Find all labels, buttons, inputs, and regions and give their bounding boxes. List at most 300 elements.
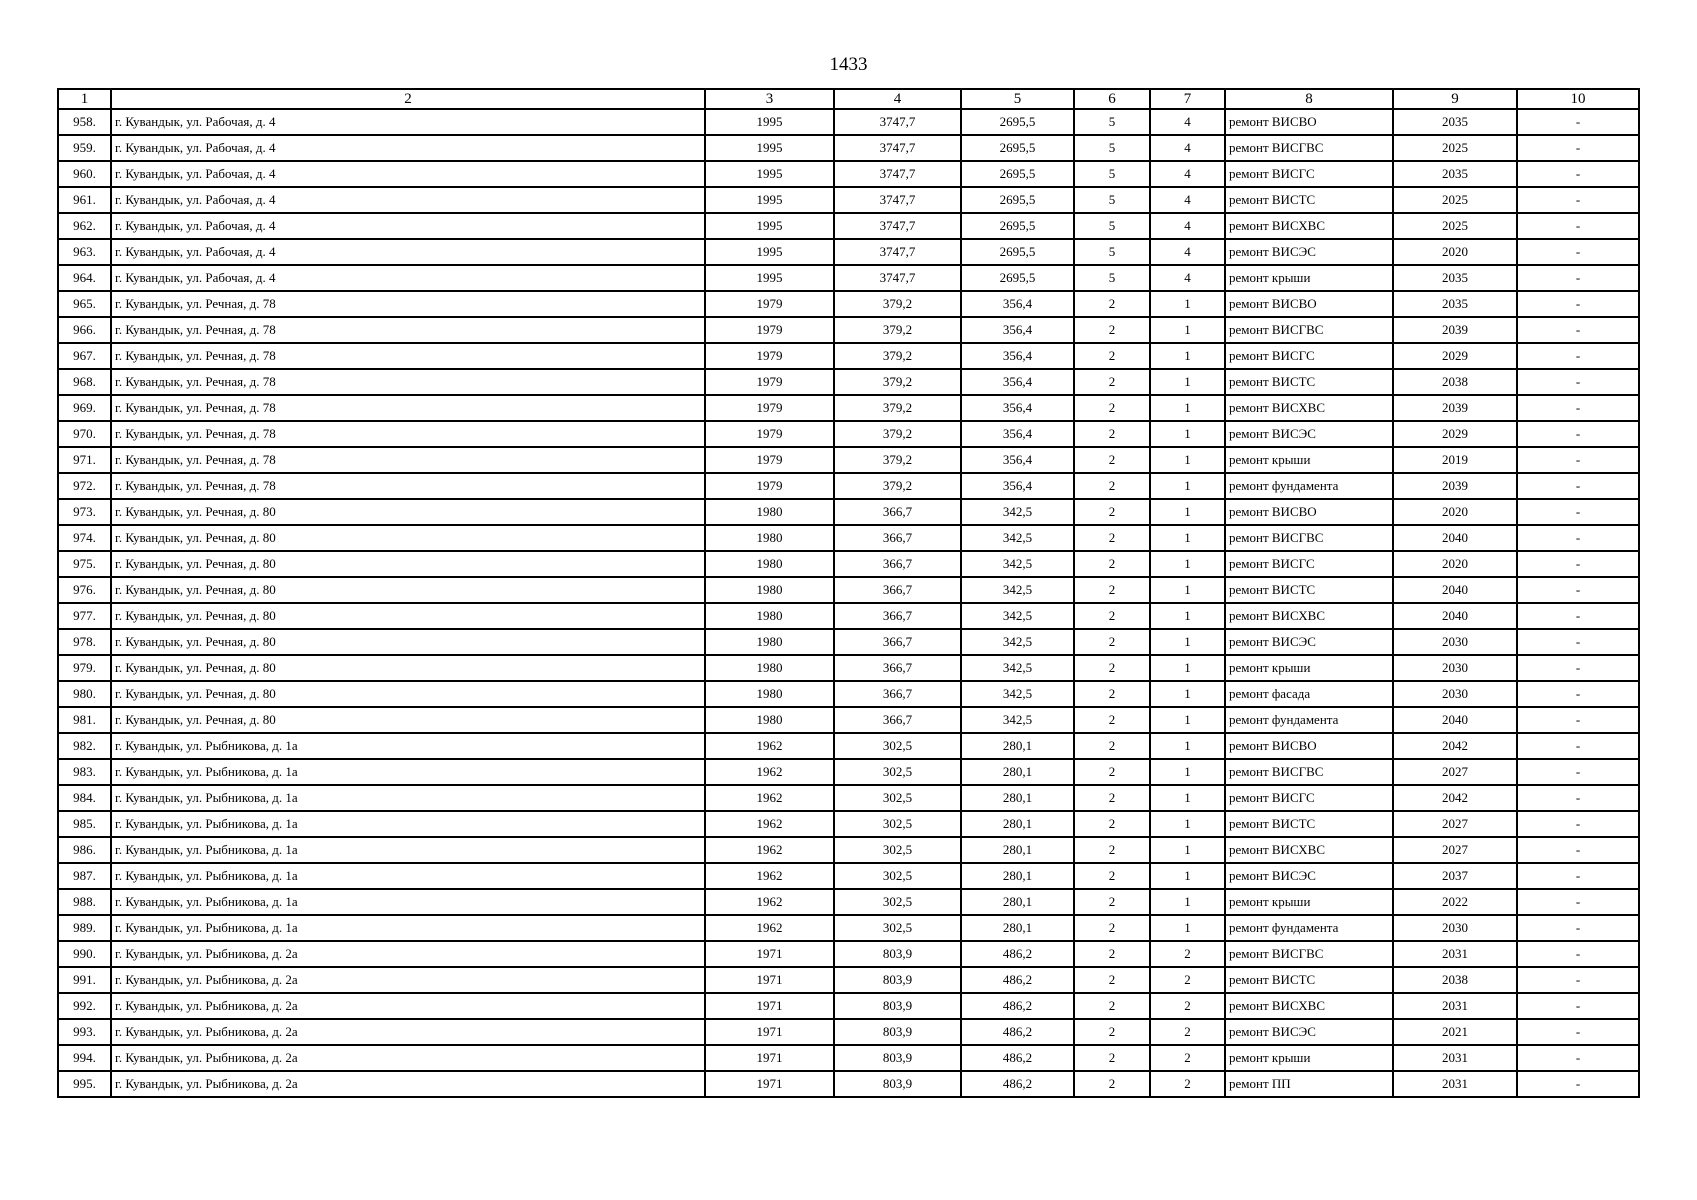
living-area-cell: 342,5 — [961, 577, 1074, 603]
work-type-cell: ремонт ВИСХВС — [1225, 395, 1393, 421]
row-number-cell: 963. — [58, 239, 111, 265]
floors-cell: 2 — [1074, 603, 1150, 629]
year-built-cell: 1979 — [705, 473, 834, 499]
note-cell: - — [1517, 525, 1639, 551]
floors-cell: 2 — [1074, 863, 1150, 889]
year-built-cell: 1980 — [705, 655, 834, 681]
table-row — [58, 161, 1639, 187]
planned-year-cell: 2039 — [1393, 317, 1517, 343]
floors-cell: 5 — [1074, 161, 1150, 187]
note-cell: - — [1517, 577, 1639, 603]
planned-year-cell: 2020 — [1393, 239, 1517, 265]
address-cell: г. Кувандык, ул. Рабочая, д. 4 — [111, 109, 705, 135]
table-row — [58, 369, 1639, 395]
year-built-cell: 1962 — [705, 759, 834, 785]
year-built-cell: 1971 — [705, 993, 834, 1019]
entrances-cell: 4 — [1150, 109, 1225, 135]
address-cell: г. Кувандык, ул. Рыбникова, д. 1а — [111, 759, 705, 785]
planned-year-cell: 2031 — [1393, 1045, 1517, 1071]
row-number-cell: 989. — [58, 915, 111, 941]
total-area-cell: 379,2 — [834, 447, 961, 473]
floors-cell: 2 — [1074, 759, 1150, 785]
entrances-cell: 1 — [1150, 603, 1225, 629]
floors-cell: 2 — [1074, 421, 1150, 447]
living-area-cell: 486,2 — [961, 941, 1074, 967]
address-cell: г. Кувандык, ул. Рыбникова, д. 1а — [111, 811, 705, 837]
planned-year-cell: 2019 — [1393, 447, 1517, 473]
planned-year-cell: 2042 — [1393, 785, 1517, 811]
table-row — [58, 889, 1639, 915]
table-row — [58, 837, 1639, 863]
work-type-cell: ремонт ВИСГС — [1225, 161, 1393, 187]
address-cell: г. Кувандык, ул. Рыбникова, д. 1а — [111, 733, 705, 759]
row-number-cell: 979. — [58, 655, 111, 681]
entrances-cell: 1 — [1150, 785, 1225, 811]
total-area-cell: 379,2 — [834, 291, 961, 317]
note-cell: - — [1517, 317, 1639, 343]
living-area-cell: 280,1 — [961, 811, 1074, 837]
note-cell: - — [1517, 213, 1639, 239]
entrances-cell: 1 — [1150, 369, 1225, 395]
address-cell: г. Кувандык, ул. Речная, д. 78 — [111, 369, 705, 395]
entrances-cell: 1 — [1150, 863, 1225, 889]
entrances-cell: 1 — [1150, 889, 1225, 915]
row-number-cell: 988. — [58, 889, 111, 915]
floors-cell: 2 — [1074, 837, 1150, 863]
planned-year-cell: 2020 — [1393, 551, 1517, 577]
note-cell: - — [1517, 915, 1639, 941]
work-type-cell: ремонт крыши — [1225, 1045, 1393, 1071]
year-built-cell: 1971 — [705, 941, 834, 967]
floors-cell: 2 — [1074, 993, 1150, 1019]
address-cell: г. Кувандык, ул. Речная, д. 80 — [111, 525, 705, 551]
living-area-cell: 280,1 — [961, 889, 1074, 915]
year-built-cell: 1980 — [705, 707, 834, 733]
row-number-cell: 971. — [58, 447, 111, 473]
table-row — [58, 1071, 1639, 1097]
address-cell: г. Кувандык, ул. Речная, д. 78 — [111, 291, 705, 317]
table-row — [58, 135, 1639, 161]
total-area-cell: 803,9 — [834, 941, 961, 967]
table-row — [58, 551, 1639, 577]
row-number-cell: 992. — [58, 993, 111, 1019]
planned-year-cell: 2029 — [1393, 421, 1517, 447]
planned-year-cell: 2027 — [1393, 811, 1517, 837]
note-cell: - — [1517, 655, 1639, 681]
floors-cell: 2 — [1074, 733, 1150, 759]
address-cell: г. Кувандык, ул. Речная, д. 80 — [111, 603, 705, 629]
floors-cell: 2 — [1074, 681, 1150, 707]
entrances-cell: 4 — [1150, 239, 1225, 265]
total-area-cell: 302,5 — [834, 759, 961, 785]
total-area-cell: 3747,7 — [834, 213, 961, 239]
total-area-cell: 302,5 — [834, 733, 961, 759]
row-number-cell: 981. — [58, 707, 111, 733]
row-number-cell: 967. — [58, 343, 111, 369]
note-cell: - — [1517, 369, 1639, 395]
work-type-cell: ремонт ВИСГВС — [1225, 759, 1393, 785]
address-cell: г. Кувандык, ул. Рабочая, д. 4 — [111, 187, 705, 213]
total-area-cell: 366,7 — [834, 577, 961, 603]
row-number-cell: 966. — [58, 317, 111, 343]
note-cell: - — [1517, 473, 1639, 499]
planned-year-cell: 2027 — [1393, 759, 1517, 785]
total-area-cell: 302,5 — [834, 811, 961, 837]
note-cell: - — [1517, 603, 1639, 629]
planned-year-cell: 2040 — [1393, 707, 1517, 733]
total-area-cell: 366,7 — [834, 525, 961, 551]
entrances-cell: 1 — [1150, 447, 1225, 473]
planned-year-cell: 2040 — [1393, 603, 1517, 629]
living-area-cell: 2695,5 — [961, 213, 1074, 239]
address-cell: г. Кувандык, ул. Речная, д. 80 — [111, 707, 705, 733]
table-row — [58, 655, 1639, 681]
address-cell: г. Кувандык, ул. Рыбникова, д. 2а — [111, 967, 705, 993]
table-row — [58, 213, 1639, 239]
address-cell: г. Кувандык, ул. Рабочая, д. 4 — [111, 239, 705, 265]
total-area-cell: 3747,7 — [834, 265, 961, 291]
entrances-cell: 4 — [1150, 265, 1225, 291]
table-row — [58, 603, 1639, 629]
address-cell: г. Кувандык, ул. Рыбникова, д. 2а — [111, 941, 705, 967]
total-area-cell: 803,9 — [834, 993, 961, 1019]
note-cell: - — [1517, 759, 1639, 785]
work-type-cell: ремонт ВИСВО — [1225, 109, 1393, 135]
living-area-cell: 486,2 — [961, 1071, 1074, 1097]
work-type-cell: ремонт ВИСЭС — [1225, 1019, 1393, 1045]
column-header: 2 — [111, 89, 705, 109]
row-number-cell: 970. — [58, 421, 111, 447]
total-area-cell: 379,2 — [834, 421, 961, 447]
floors-cell: 2 — [1074, 707, 1150, 733]
entrances-cell: 1 — [1150, 499, 1225, 525]
entrances-cell: 2 — [1150, 1019, 1225, 1045]
total-area-cell: 366,7 — [834, 655, 961, 681]
work-type-cell: ремонт ВИСГС — [1225, 551, 1393, 577]
planned-year-cell: 2038 — [1393, 369, 1517, 395]
year-built-cell: 1962 — [705, 837, 834, 863]
address-cell: г. Кувандык, ул. Рыбникова, д. 2а — [111, 1019, 705, 1045]
column-header: 4 — [834, 89, 961, 109]
total-area-cell: 366,7 — [834, 681, 961, 707]
row-number-cell: 993. — [58, 1019, 111, 1045]
entrances-cell: 1 — [1150, 629, 1225, 655]
row-number-cell: 960. — [58, 161, 111, 187]
column-header: 10 — [1517, 89, 1639, 109]
column-header: 5 — [961, 89, 1074, 109]
work-type-cell: ремонт ВИСГВС — [1225, 525, 1393, 551]
table-row — [58, 525, 1639, 551]
year-built-cell: 1962 — [705, 889, 834, 915]
work-type-cell: ремонт ВИСХВС — [1225, 837, 1393, 863]
work-type-cell: ремонт ПП — [1225, 1071, 1393, 1097]
living-area-cell: 486,2 — [961, 1045, 1074, 1071]
planned-year-cell: 2029 — [1393, 343, 1517, 369]
entrances-cell: 2 — [1150, 1071, 1225, 1097]
planned-year-cell: 2031 — [1393, 993, 1517, 1019]
entrances-cell: 1 — [1150, 837, 1225, 863]
total-area-cell: 366,7 — [834, 551, 961, 577]
table-row — [58, 759, 1639, 785]
table-row — [58, 811, 1639, 837]
living-area-cell: 342,5 — [961, 629, 1074, 655]
planned-year-cell: 2035 — [1393, 291, 1517, 317]
total-area-cell: 803,9 — [834, 1019, 961, 1045]
year-built-cell: 1995 — [705, 109, 834, 135]
work-type-cell: ремонт ВИСХВС — [1225, 993, 1393, 1019]
note-cell: - — [1517, 161, 1639, 187]
floors-cell: 2 — [1074, 811, 1150, 837]
address-cell: г. Кувандык, ул. Речная, д. 78 — [111, 447, 705, 473]
planned-year-cell: 2031 — [1393, 1071, 1517, 1097]
table-row — [58, 733, 1639, 759]
row-number-cell: 994. — [58, 1045, 111, 1071]
planned-year-cell: 2035 — [1393, 109, 1517, 135]
note-cell: - — [1517, 421, 1639, 447]
work-type-cell: ремонт ВИСГВС — [1225, 941, 1393, 967]
living-area-cell: 280,1 — [961, 837, 1074, 863]
note-cell: - — [1517, 681, 1639, 707]
planned-year-cell: 2031 — [1393, 941, 1517, 967]
living-area-cell: 356,4 — [961, 447, 1074, 473]
total-area-cell: 302,5 — [834, 915, 961, 941]
column-number-header-row — [58, 89, 1639, 109]
year-built-cell: 1962 — [705, 863, 834, 889]
address-cell: г. Кувандык, ул. Рыбникова, д. 1а — [111, 889, 705, 915]
note-cell: - — [1517, 395, 1639, 421]
year-built-cell: 1980 — [705, 551, 834, 577]
living-area-cell: 280,1 — [961, 863, 1074, 889]
living-area-cell: 356,4 — [961, 473, 1074, 499]
floors-cell: 2 — [1074, 889, 1150, 915]
work-type-cell: ремонт ВИСГС — [1225, 785, 1393, 811]
work-type-cell: ремонт ВИСГВС — [1225, 135, 1393, 161]
table-row — [58, 1019, 1639, 1045]
work-type-cell: ремонт ВИСЭС — [1225, 239, 1393, 265]
row-number-cell: 959. — [58, 135, 111, 161]
floors-cell: 2 — [1074, 1071, 1150, 1097]
total-area-cell: 379,2 — [834, 473, 961, 499]
entrances-cell: 2 — [1150, 967, 1225, 993]
row-number-cell: 991. — [58, 967, 111, 993]
living-area-cell: 486,2 — [961, 1019, 1074, 1045]
table-row — [58, 629, 1639, 655]
year-built-cell: 1980 — [705, 499, 834, 525]
year-built-cell: 1971 — [705, 1019, 834, 1045]
total-area-cell: 803,9 — [834, 1071, 961, 1097]
entrances-cell: 1 — [1150, 395, 1225, 421]
year-built-cell: 1971 — [705, 1045, 834, 1071]
floors-cell: 2 — [1074, 317, 1150, 343]
year-built-cell: 1980 — [705, 525, 834, 551]
entrances-cell: 1 — [1150, 577, 1225, 603]
table-row — [58, 941, 1639, 967]
planned-year-cell: 2040 — [1393, 525, 1517, 551]
living-area-cell: 356,4 — [961, 317, 1074, 343]
planned-year-cell: 2037 — [1393, 863, 1517, 889]
note-cell: - — [1517, 629, 1639, 655]
entrances-cell: 1 — [1150, 525, 1225, 551]
row-number-cell: 965. — [58, 291, 111, 317]
note-cell: - — [1517, 109, 1639, 135]
total-area-cell: 302,5 — [834, 863, 961, 889]
year-built-cell: 1995 — [705, 239, 834, 265]
floors-cell: 2 — [1074, 447, 1150, 473]
table-row — [58, 785, 1639, 811]
living-area-cell: 342,5 — [961, 551, 1074, 577]
entrances-cell: 1 — [1150, 655, 1225, 681]
entrances-cell: 1 — [1150, 915, 1225, 941]
work-type-cell: ремонт ВИСТС — [1225, 187, 1393, 213]
address-cell: г. Кувандык, ул. Рабочая, д. 4 — [111, 265, 705, 291]
table-row — [58, 395, 1639, 421]
row-number-cell: 974. — [58, 525, 111, 551]
total-area-cell: 366,7 — [834, 603, 961, 629]
column-header: 8 — [1225, 89, 1393, 109]
table-row — [58, 863, 1639, 889]
total-area-cell: 379,2 — [834, 395, 961, 421]
year-built-cell: 1980 — [705, 681, 834, 707]
work-type-cell: ремонт крыши — [1225, 447, 1393, 473]
column-header: 9 — [1393, 89, 1517, 109]
work-type-cell: ремонт ВИСТС — [1225, 577, 1393, 603]
address-cell: г. Кувандык, ул. Речная, д. 80 — [111, 681, 705, 707]
floors-cell: 2 — [1074, 1045, 1150, 1071]
address-cell: г. Кувандык, ул. Речная, д. 78 — [111, 317, 705, 343]
work-type-cell: ремонт ВИСВО — [1225, 291, 1393, 317]
table-row — [58, 1045, 1639, 1071]
table-row — [58, 707, 1639, 733]
table-row — [58, 499, 1639, 525]
total-area-cell: 3747,7 — [834, 109, 961, 135]
table-row — [58, 421, 1639, 447]
entrances-cell: 1 — [1150, 421, 1225, 447]
planned-year-cell: 2030 — [1393, 915, 1517, 941]
living-area-cell: 342,5 — [961, 525, 1074, 551]
year-built-cell: 1962 — [705, 733, 834, 759]
floors-cell: 2 — [1074, 1019, 1150, 1045]
work-type-cell: ремонт фундамента — [1225, 915, 1393, 941]
table-row — [58, 317, 1639, 343]
note-cell: - — [1517, 187, 1639, 213]
table-row — [58, 109, 1639, 135]
note-cell: - — [1517, 551, 1639, 577]
table-row — [58, 967, 1639, 993]
living-area-cell: 280,1 — [961, 785, 1074, 811]
living-area-cell: 342,5 — [961, 707, 1074, 733]
address-cell: г. Кувандык, ул. Рабочая, д. 4 — [111, 135, 705, 161]
note-cell: - — [1517, 889, 1639, 915]
entrances-cell: 1 — [1150, 343, 1225, 369]
living-area-cell: 356,4 — [961, 369, 1074, 395]
total-area-cell: 302,5 — [834, 889, 961, 915]
year-built-cell: 1979 — [705, 369, 834, 395]
year-built-cell: 1971 — [705, 1071, 834, 1097]
entrances-cell: 1 — [1150, 681, 1225, 707]
work-type-cell: ремонт ВИСТС — [1225, 369, 1393, 395]
planned-year-cell: 2039 — [1393, 395, 1517, 421]
table-row — [58, 915, 1639, 941]
entrances-cell: 1 — [1150, 733, 1225, 759]
column-header: 6 — [1074, 89, 1150, 109]
floors-cell: 2 — [1074, 499, 1150, 525]
work-type-cell: ремонт фундамента — [1225, 473, 1393, 499]
planned-year-cell: 2021 — [1393, 1019, 1517, 1045]
row-number-cell: 975. — [58, 551, 111, 577]
year-built-cell: 1979 — [705, 343, 834, 369]
total-area-cell: 302,5 — [834, 837, 961, 863]
year-built-cell: 1995 — [705, 187, 834, 213]
total-area-cell: 3747,7 — [834, 135, 961, 161]
row-number-cell: 961. — [58, 187, 111, 213]
note-cell: - — [1517, 291, 1639, 317]
work-type-cell: ремонт крыши — [1225, 655, 1393, 681]
living-area-cell: 486,2 — [961, 967, 1074, 993]
living-area-cell: 342,5 — [961, 655, 1074, 681]
entrances-cell: 2 — [1150, 1045, 1225, 1071]
row-number-cell: 972. — [58, 473, 111, 499]
floors-cell: 2 — [1074, 291, 1150, 317]
column-header: 1 — [58, 89, 111, 109]
row-number-cell: 962. — [58, 213, 111, 239]
year-built-cell: 1979 — [705, 291, 834, 317]
living-area-cell: 280,1 — [961, 733, 1074, 759]
work-type-cell: ремонт ВИСХВС — [1225, 213, 1393, 239]
entrances-cell: 4 — [1150, 135, 1225, 161]
living-area-cell: 356,4 — [961, 343, 1074, 369]
planned-year-cell: 2030 — [1393, 681, 1517, 707]
table-row — [58, 447, 1639, 473]
floors-cell: 2 — [1074, 525, 1150, 551]
year-built-cell: 1962 — [705, 915, 834, 941]
table-row — [58, 577, 1639, 603]
row-number-cell: 990. — [58, 941, 111, 967]
work-type-cell: ремонт ВИСЭС — [1225, 421, 1393, 447]
address-cell: г. Кувандык, ул. Речная, д. 80 — [111, 655, 705, 681]
work-type-cell: ремонт ВИСВО — [1225, 499, 1393, 525]
living-area-cell: 356,4 — [961, 291, 1074, 317]
row-number-cell: 980. — [58, 681, 111, 707]
table-row — [58, 473, 1639, 499]
year-built-cell: 1979 — [705, 395, 834, 421]
table-row — [58, 343, 1639, 369]
year-built-cell: 1995 — [705, 135, 834, 161]
address-cell: г. Кувандык, ул. Речная, д. 78 — [111, 421, 705, 447]
year-built-cell: 1971 — [705, 967, 834, 993]
address-cell: г. Кувандык, ул. Рыбникова, д. 1а — [111, 837, 705, 863]
row-number-cell: 976. — [58, 577, 111, 603]
year-built-cell: 1995 — [705, 161, 834, 187]
planned-year-cell: 2020 — [1393, 499, 1517, 525]
note-cell: - — [1517, 941, 1639, 967]
work-type-cell: ремонт фундамента — [1225, 707, 1393, 733]
floors-cell: 2 — [1074, 369, 1150, 395]
note-cell: - — [1517, 785, 1639, 811]
living-area-cell: 342,5 — [961, 603, 1074, 629]
row-number-cell: 977. — [58, 603, 111, 629]
row-number-cell: 968. — [58, 369, 111, 395]
entrances-cell: 1 — [1150, 473, 1225, 499]
note-cell: - — [1517, 811, 1639, 837]
total-area-cell: 379,2 — [834, 343, 961, 369]
living-area-cell: 280,1 — [961, 915, 1074, 941]
total-area-cell: 3747,7 — [834, 187, 961, 213]
address-cell: г. Кувандык, ул. Рабочая, д. 4 — [111, 213, 705, 239]
work-type-cell: ремонт ВИСТС — [1225, 967, 1393, 993]
living-area-cell: 2695,5 — [961, 187, 1074, 213]
entrances-cell: 1 — [1150, 551, 1225, 577]
address-cell: г. Кувандык, ул. Рыбникова, д. 2а — [111, 1045, 705, 1071]
